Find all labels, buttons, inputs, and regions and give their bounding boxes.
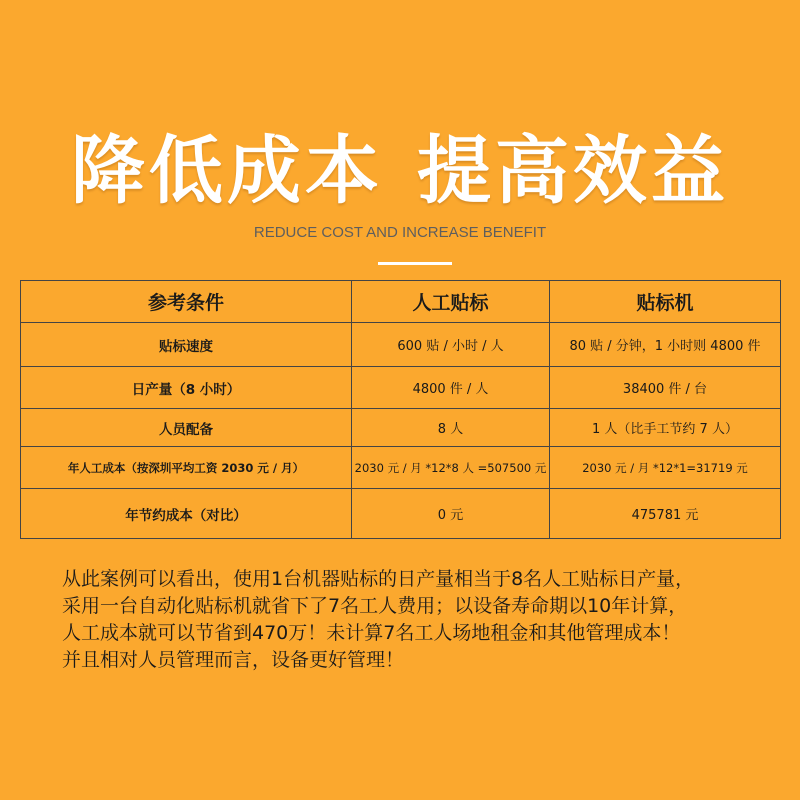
row-label: 年人工成本（按深圳平均工资 2030 元 / 月）	[21, 447, 352, 489]
table-row	[21, 323, 781, 367]
comparison-table	[20, 280, 781, 539]
header-reference-conditions: 参考条件	[21, 281, 352, 323]
summary-line: 采用一台自动化贴标机就省下了7名工人费用；以设备寿命期以10年计算，	[62, 595, 688, 617]
summary-line: 并且相对人员管理而言，设备更好管理！	[62, 649, 405, 671]
headline	[0, 126, 800, 216]
summary-line: 从此案例可以看出，使用1台机器贴标的日产量相当于8名人工贴标日产量，	[62, 568, 695, 590]
summary-paragraph	[62, 566, 762, 674]
row-manual-value: 0 元	[352, 489, 550, 539]
row-manual-value: 4800 件 / 人	[352, 367, 550, 409]
table-row	[21, 367, 781, 409]
table-row	[21, 409, 781, 447]
summary-line: 人工成本就可以节省到470万！未计算7名工人场地租金和其他管理成本！	[62, 622, 681, 644]
row-label: 年节约成本（对比）	[21, 489, 352, 539]
row-machine-value: 475781 元	[550, 489, 781, 539]
row-manual-value: 2030 元 / 月 *12*8 人 =507500 元	[352, 447, 550, 489]
row-machine-value: 38400 件 / 台	[550, 367, 781, 409]
row-label: 日产量（8 小时）	[21, 367, 352, 409]
row-machine-value: 2030 元 / 月 *12*1=31719 元	[550, 447, 781, 489]
row-label: 人员配备	[21, 409, 352, 447]
header-labeling-machine: 贴标机	[550, 281, 781, 323]
title-divider	[378, 262, 452, 265]
row-label: 贴标速度	[21, 323, 352, 367]
headline-right: 提高效益	[417, 128, 729, 214]
header-manual-labeling: 人工贴标	[352, 281, 550, 323]
row-machine-value: 80 贴 / 分钟，1 小时则 4800 件	[550, 323, 781, 367]
table-row	[21, 489, 781, 539]
row-machine-value: 1 人（比手工节约 7 人）	[550, 409, 781, 447]
row-manual-value: 600 贴 / 小时 / 人	[352, 323, 550, 367]
table-row	[21, 447, 781, 489]
row-manual-value: 8 人	[352, 409, 550, 447]
subtitle: REDUCE COST AND INCREASE BENEFIT	[253, 224, 547, 241]
headline-left: 降低成本	[71, 128, 383, 214]
table-header-row	[21, 281, 781, 323]
